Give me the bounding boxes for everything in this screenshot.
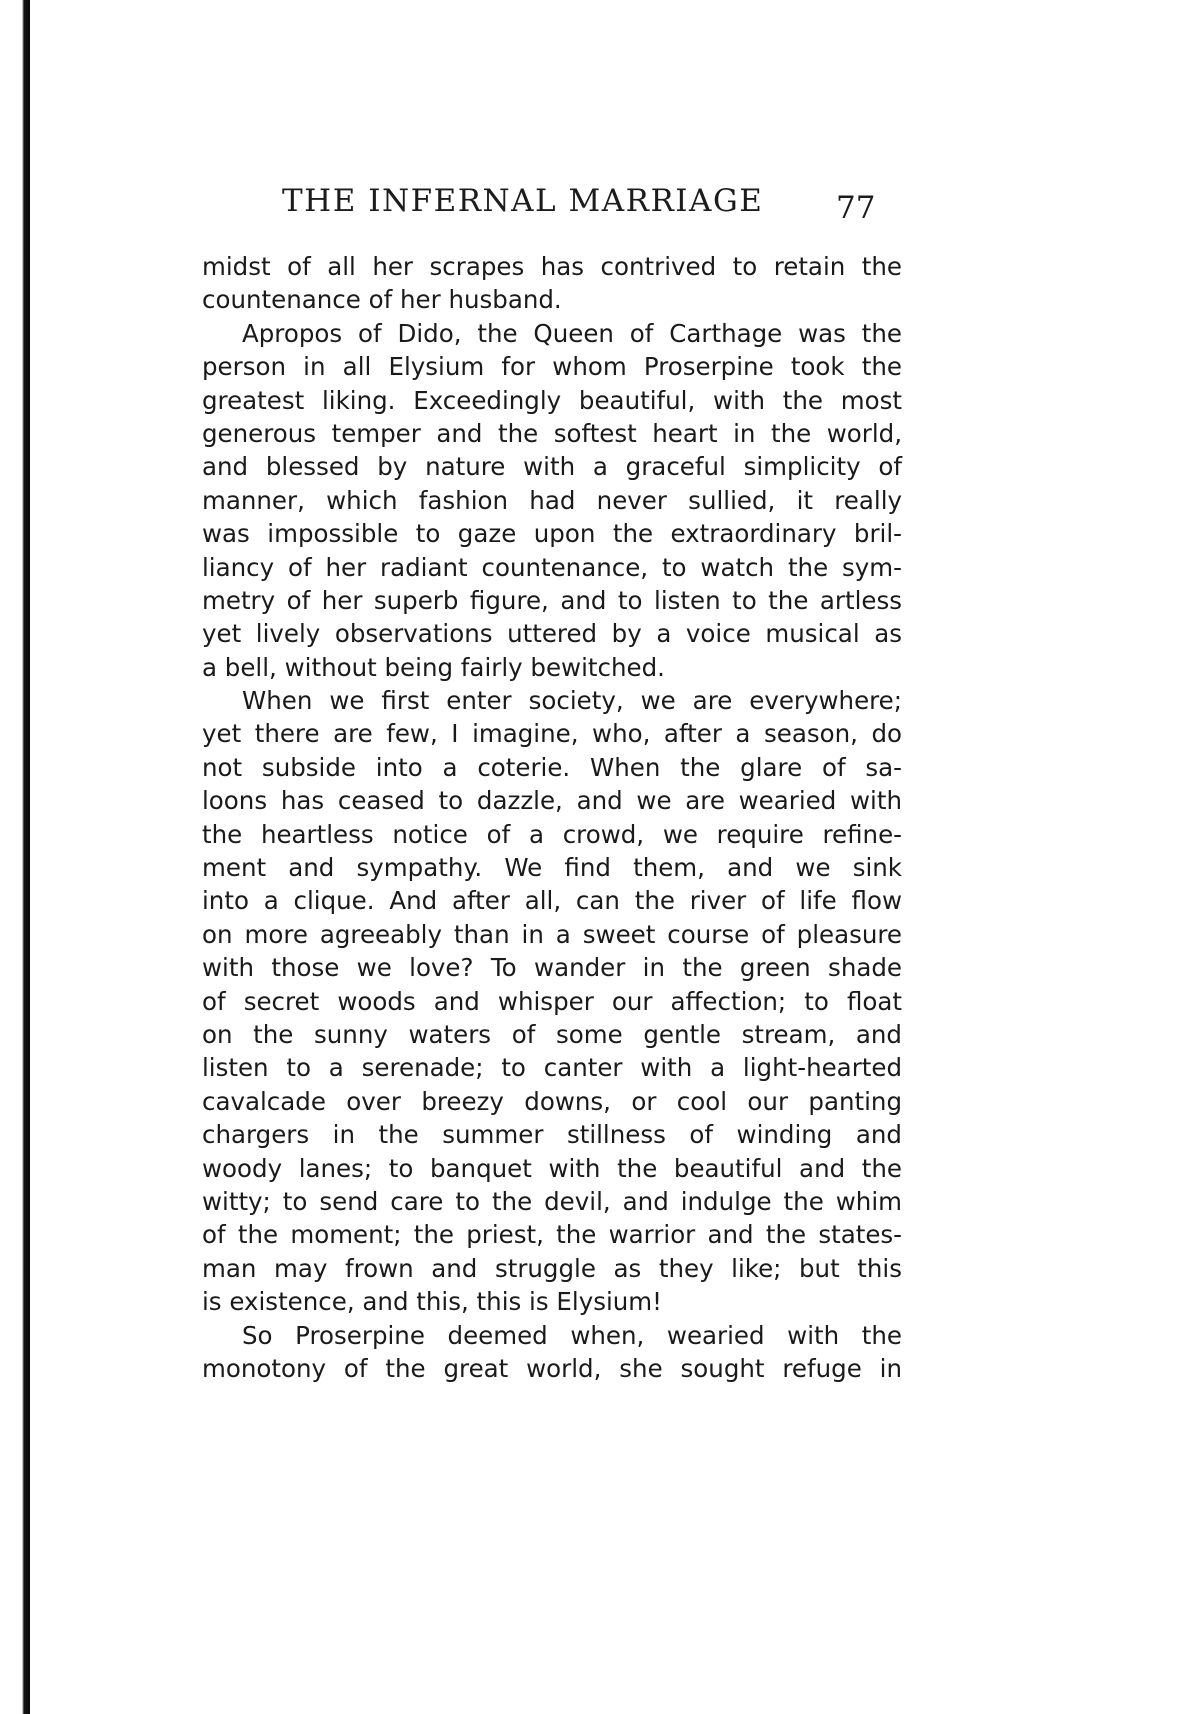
text-line: liancy of her radiant countenance, to watch the sym- xyxy=(202,552,902,582)
text-line: on the sunny waters of some gentle stream, and xyxy=(202,1019,902,1049)
text-line: into a clique. And after all, can the river of life flow xyxy=(202,886,902,916)
text-line: greatest liking. Exceedingly beautiful, with the most xyxy=(202,385,902,415)
running-title: THE INFERNAL MARRIAGE xyxy=(282,183,764,219)
text-line: yet there are few, I imagine, who, after a season, do xyxy=(202,719,902,749)
text-line: ment and sympathy. We find them, and we sink xyxy=(202,853,902,883)
text-line: manner, which fashion had never sullied, it really xyxy=(202,485,902,515)
text-line: a bell, without being fairly bewitched. xyxy=(202,652,665,682)
text-line: Apropos of Dido, the Queen of Carthage was the xyxy=(242,318,902,348)
text-line: chargers in the summer stillness of winding and xyxy=(202,1120,902,1150)
paragraph-4 xyxy=(202,1319,902,1386)
text-line: When we first enter society, we are everywhere; xyxy=(242,686,902,716)
text-line: man may frown and struggle as they like; but this xyxy=(202,1253,902,1283)
text-line: is existence, and this, this is Elysium! xyxy=(202,1287,662,1317)
text-line: woody lanes; to banquet with the beautiful and the xyxy=(202,1153,902,1183)
text-line: not subside into a coterie. When the glare of sa- xyxy=(202,752,902,782)
page-number: 77 xyxy=(836,190,876,226)
body-text xyxy=(202,250,902,1385)
text-line: listen to a serenade; to canter with a light-hearted xyxy=(202,1053,902,1083)
book-spine-edge xyxy=(0,0,30,1714)
text-line: on more agreeably than in a sweet course of pleasure xyxy=(202,919,902,949)
text-line: cavalcade over breezy downs, or cool our panting xyxy=(202,1086,902,1116)
paragraph-1 xyxy=(202,250,902,317)
text-line: person in all Elysium for whom Proserpine took the xyxy=(202,352,902,382)
text-line: of the moment; the priest, the warrior and the states- xyxy=(202,1220,902,1250)
paragraph-3 xyxy=(202,684,902,1318)
text-line: loons has ceased to dazzle, and we are wearied with xyxy=(202,786,902,816)
text-line: generous temper and the softest heart in the world, xyxy=(202,418,902,448)
text-line: of secret woods and whisper our affection; to float xyxy=(202,986,902,1016)
text-line: the heartless notice of a crowd, we require refine- xyxy=(202,819,902,849)
text-line: So Proserpine deemed when, wearied with the xyxy=(242,1320,902,1350)
paragraph-2 xyxy=(202,317,902,684)
text-line: metry of her superb figure, and to listen to the artless xyxy=(202,585,902,615)
text-line: monotony of the great world, she sought refuge in xyxy=(202,1353,902,1383)
text-line: was impossible to gaze upon the extraordinary bril- xyxy=(202,519,902,549)
text-line: witty; to send care to the devil, and indulge the whim xyxy=(202,1186,902,1216)
text-line: with those we love? To wander in the green shade xyxy=(202,953,902,983)
text-line: midst of all her scrapes has contrived to retain the xyxy=(202,252,902,281)
text-line: and blessed by nature with a graceful simplicity of xyxy=(202,452,902,482)
text-line: countenance of her husband. xyxy=(202,285,562,315)
text-line: yet lively observations uttered by a voice musical as xyxy=(202,619,902,649)
